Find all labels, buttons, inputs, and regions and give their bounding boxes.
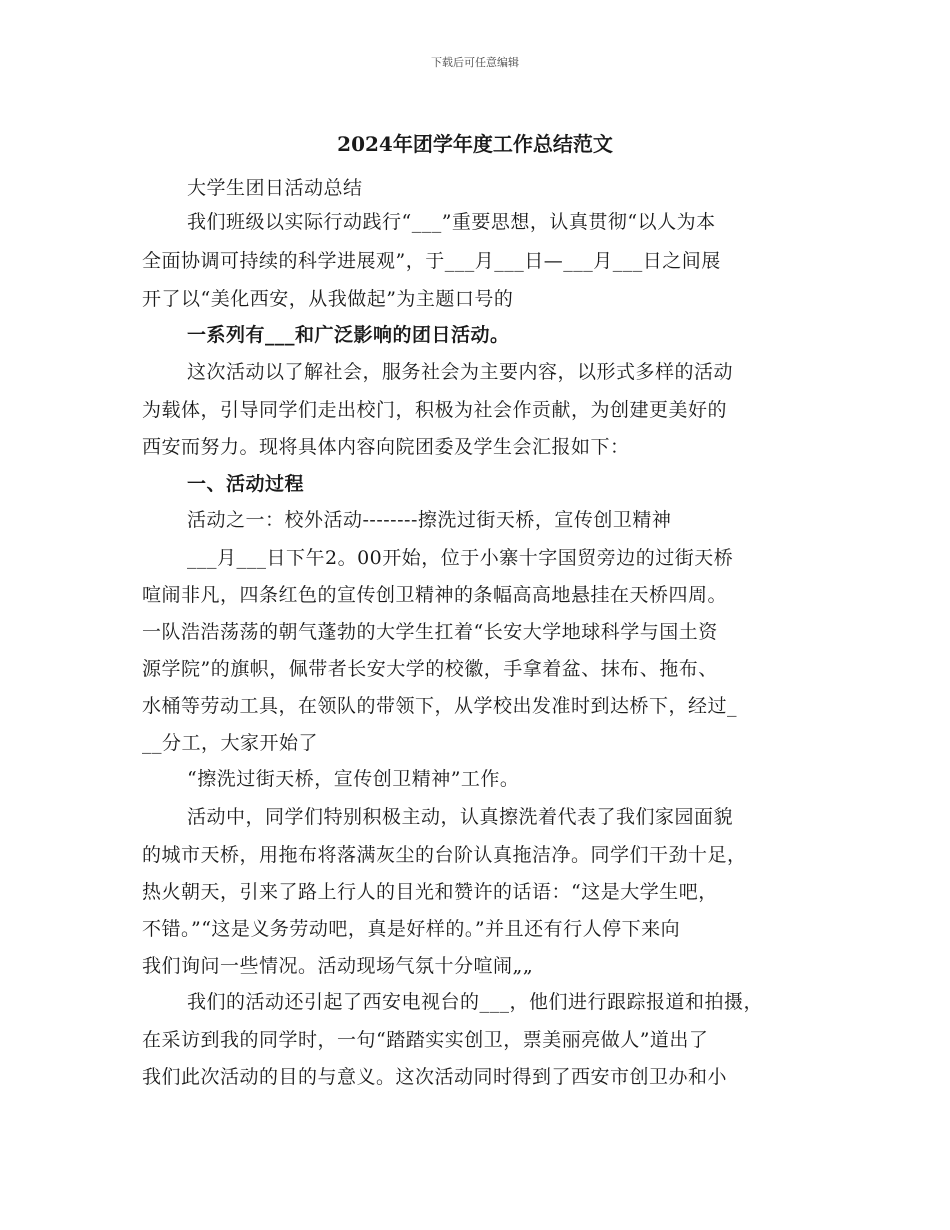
- paragraph-line: 活动之一：校外活动--------擦洗过街天桥，宣传创卫精神: [187, 509, 672, 531]
- document-title: 2024年团学年度工作总结范文: [337, 132, 613, 156]
- paragraph-line: “擦洗过街天桥，宣传创卫精神”工作。: [187, 768, 520, 790]
- paragraph-line: 我们班级以实际行动践行“___”重要思想，认真贯彻“以人为本: [187, 211, 716, 233]
- paragraph-line: 西安而努力。现将具体内容向院团委及学生会汇报如下：: [142, 436, 630, 458]
- paragraph-line: 开了以“美化西安，从我做起”为主题口号的: [142, 288, 514, 310]
- paragraph-line: 我们询问一些情况。活动现场气氛十分喧闹„„: [142, 955, 534, 977]
- paragraph-line: 为载体，引导同学们走出校门，积极为社会作贡献，为创建更美好的: [142, 399, 728, 421]
- paragraph-line: 喧闹非凡，四条红色的宣传创卫精神的条幅高高地悬挂在天桥四周。: [142, 584, 728, 606]
- paragraph-line: 在采访到我的同学时，一句“踏踏实实创卫，票美丽亮做人”道出了: [142, 1029, 709, 1051]
- section-heading: 一、活动过程: [187, 473, 305, 495]
- page-header-note: 下载后可任意编辑: [431, 56, 519, 69]
- paragraph-line: 的城市天桥，用拖布将落满灰尘的台阶认真拖洁净。同学们干劲十足，: [142, 844, 747, 866]
- paragraph-line-bold: 一系列有___和广泛影响的团日活动。: [187, 324, 510, 346]
- paragraph-line: 不错。”“这是义务劳动吧，真是好样的。”并且还有行人停下来向: [142, 918, 681, 940]
- paragraph-line: 全面协调可持续的科学进展观”，于___月___日—___月___日之间展: [142, 250, 721, 272]
- paragraph-line: 这次活动以了解社会，服务社会为主要内容，以形式多样的活动: [187, 361, 734, 383]
- paragraph-line: 热火朝天，引来了路上行人的目光和赞许的话语：“这是大学生吧，: [142, 881, 718, 903]
- paragraph-line: __分工，大家开始了: [142, 732, 319, 754]
- paragraph-line: 活动中，同学们特别积极主动，认真擦洗着代表了我们家园面貌: [187, 806, 734, 828]
- paragraph-line: ___月___日下午2。00开始，位于小寨十字国贸旁边的过街天桥: [187, 547, 734, 569]
- paragraph-line: 水桶等劳动工具，在领队的带领下，从学校出发准时到达桥下，经过_: [142, 695, 738, 717]
- paragraph-line: 我们的活动还引起了西安电视台的___，他们进行跟踪报道和拍摄，: [187, 991, 764, 1013]
- paragraph-line: 我们此次活动的目的与意义。这次活动同时得到了西安市创卫办和小: [142, 1066, 728, 1088]
- paragraph-line: 大学生团日活动总结: [187, 177, 363, 199]
- paragraph-line: 一队浩浩荡荡的朝气蓬勃的大学生扛着“长安大学地球科学与国土资: [142, 621, 718, 643]
- paragraph-line: 源学院”的旗帜，佩带者长安大学的校徽，手拿着盆、抹布、拖布、: [142, 658, 718, 680]
